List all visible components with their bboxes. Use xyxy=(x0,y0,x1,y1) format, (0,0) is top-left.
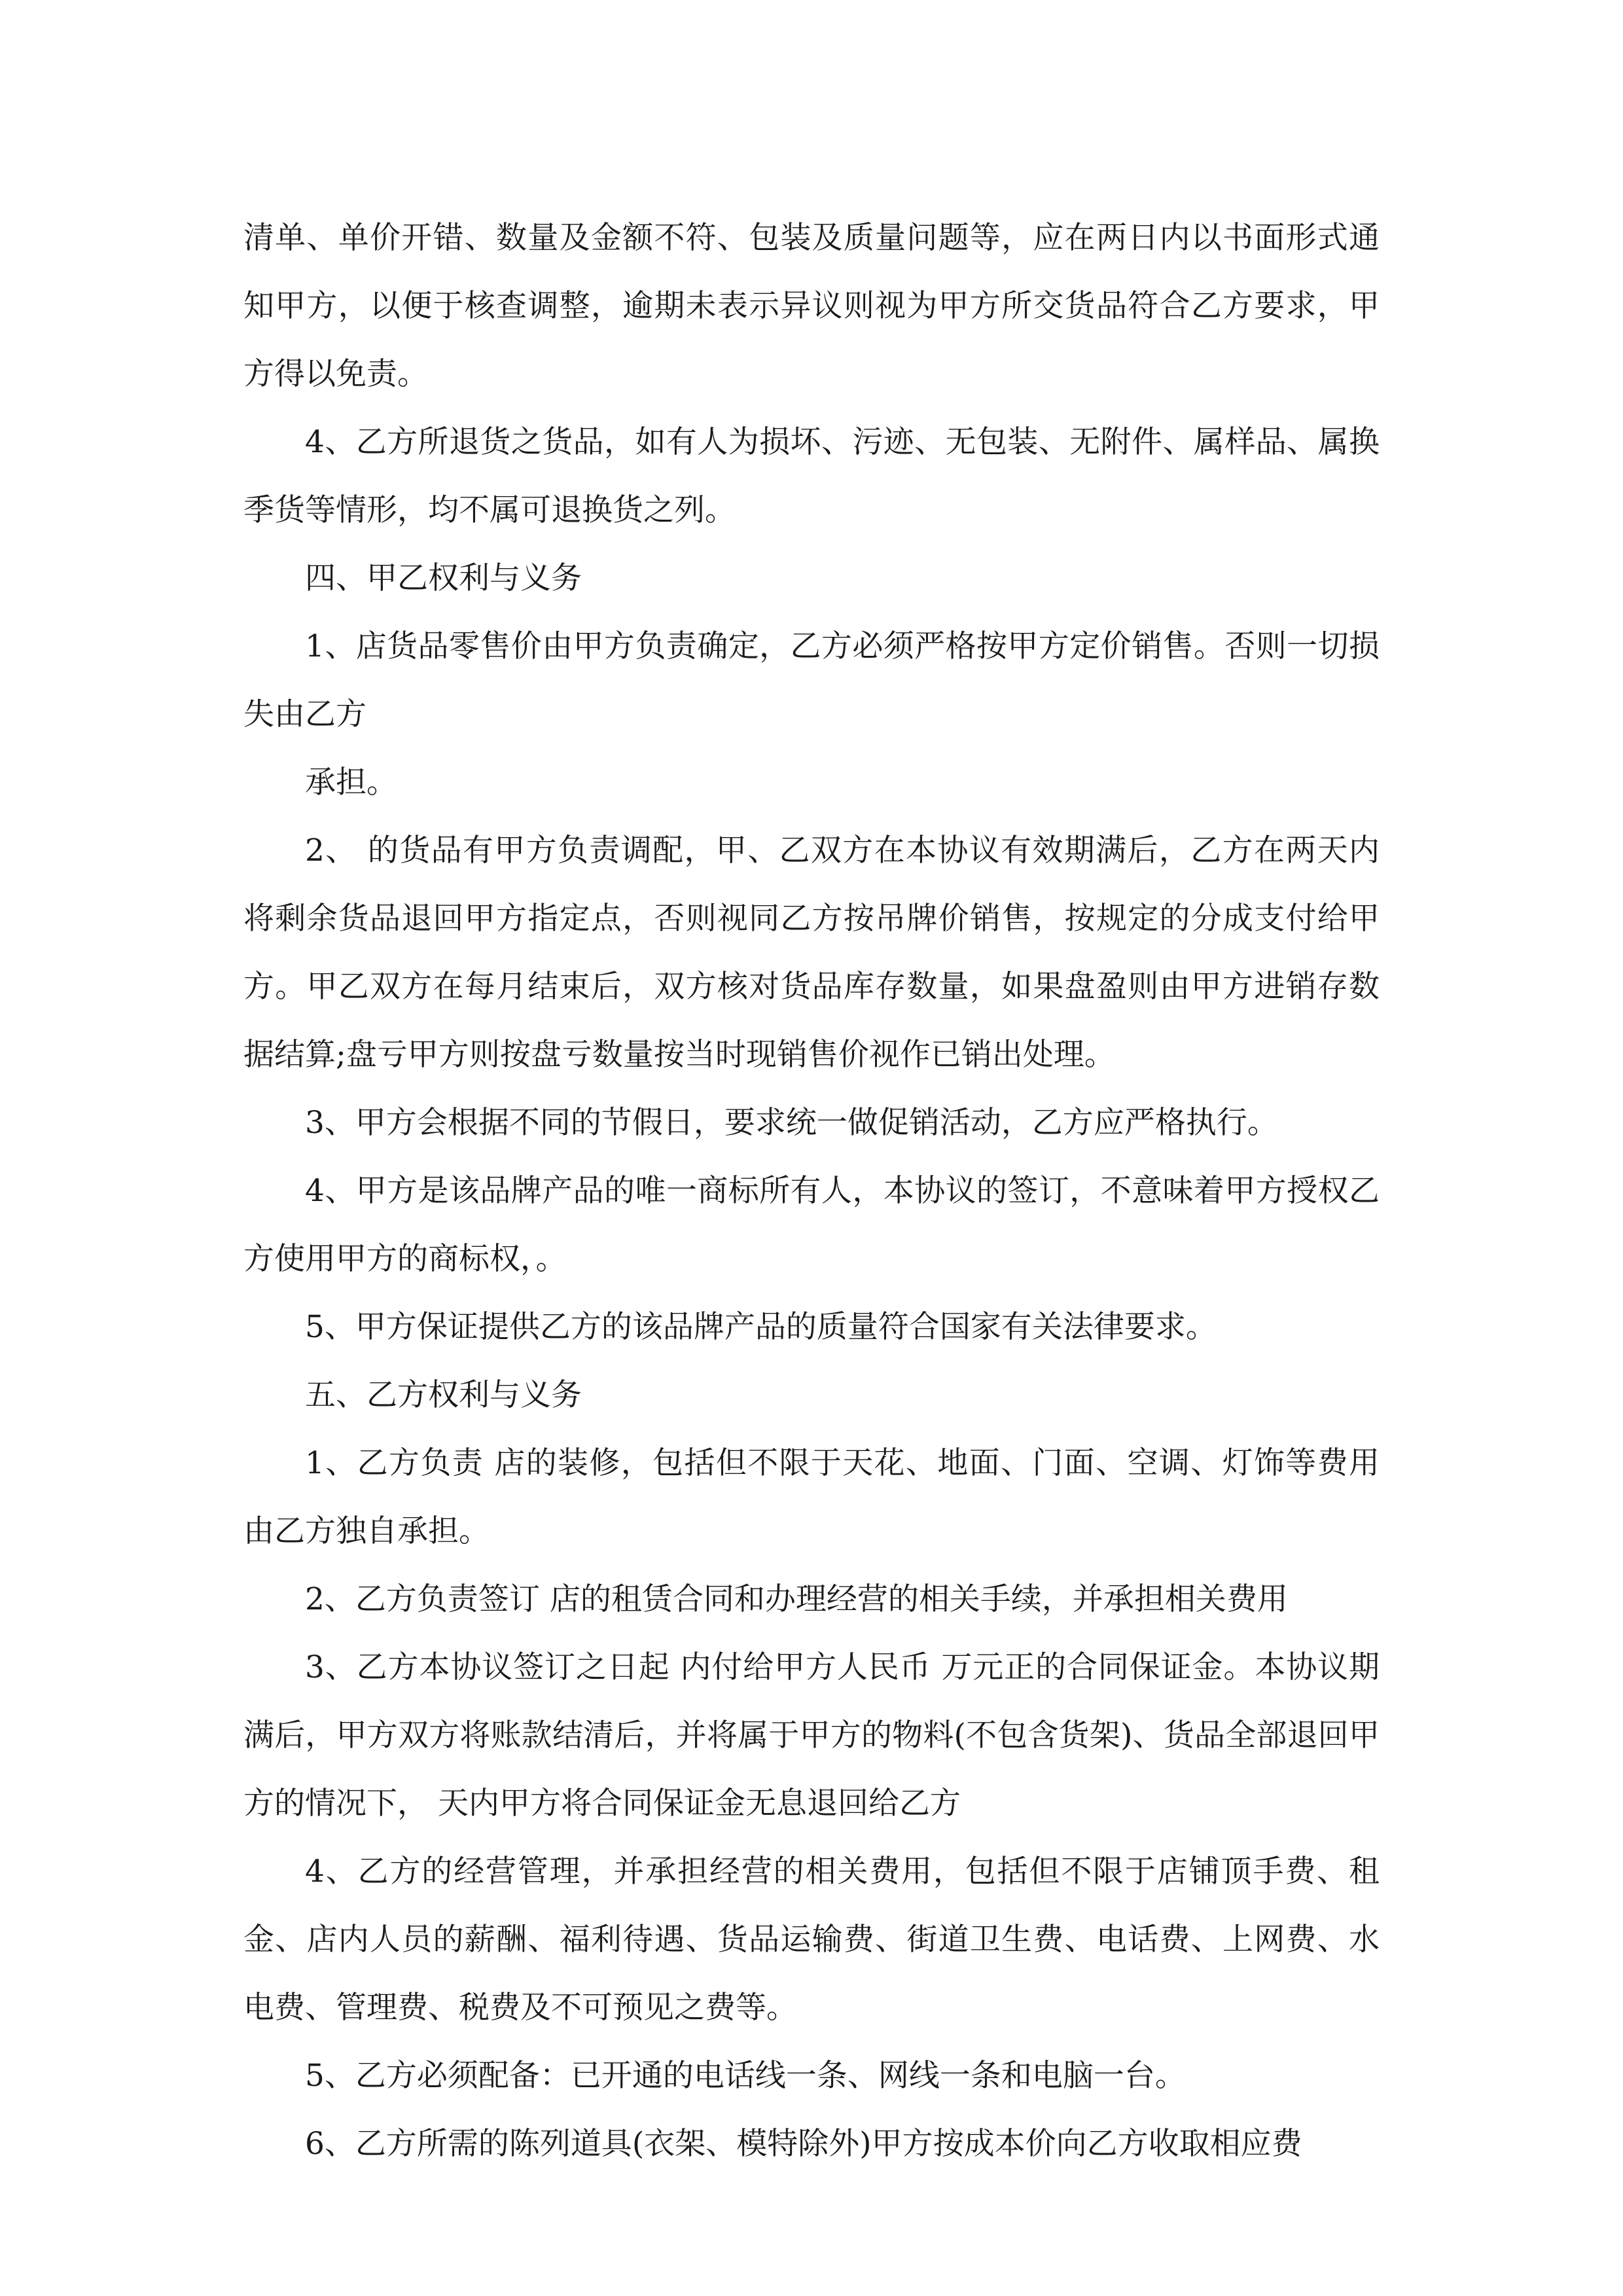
section-heading-5: 五、乙方权利与义务 xyxy=(305,1377,582,1413)
paragraph-item-4-returns: 4、乙方所退货之货品，如有人为损坏、污迹、无包装、无附件、属样品、属换季货等情形，均不属可退换货之列。 xyxy=(243,424,1380,528)
paragraph-item-4-operations: 4、乙方的经营管理，并承担经营的相关费用，包括但不限于店铺顶手费、租金、店内人员的薪酬、福利待遇、货品运输费、街道卫生费、电话费、上网费、水电费、管理费、税费及不可预见之费等。 xyxy=(243,1854,1380,2026)
paragraph-item-3-deposit: 3、乙方本协议签订之日起 内付给甲方人民币 万元正的合同保证金。本协议期满后，甲方双方将账款结清后，并将属于甲方的物料(不包含货架)、货品全部退回甲方的情况下， 天内甲方将合同保证金无息退回给乙方 xyxy=(243,1649,1380,1821)
paragraph-item-5-equipment: 5、乙方必须配备：已开通的电话线一条、网线一条和电脑一台。 xyxy=(305,2058,1186,2094)
paragraph-item-3-promotions: 3、甲方会根据不同的节假日，要求统一做促销活动，乙方应严格执行。 xyxy=(305,1105,1278,1141)
paragraph-item-2-lease: 2、乙方负责签订 店的租赁合同和办理经营的相关手续，并承担相关费用 xyxy=(305,1581,1288,1617)
paragraph-item-5-quality: 5、甲方保证提供乙方的该品牌产品的质量符合国家有关法律要求。 xyxy=(305,1309,1217,1345)
paragraph-item-2-allocation: 2、 的货品有甲方负责调配，甲、乙双方在本协议有效期满后，乙方在两天内将剩余货品退回甲方指定点，否则视同乙方按吊牌价销售，按规定的分成支付给甲方。甲乙双方在每月结束后，双方核对货品库存数量，如果盘盈则由甲方进销存数据结算;盘亏甲方则按盘亏数量按当时现销售价视作已销出处理。 xyxy=(243,833,1380,1073)
paragraph-item-4-trademark: 4、甲方是该品牌产品的唯一商标所有人，本协议的签订，不意味着甲方授权乙方使用甲方的商标权，。 xyxy=(243,1173,1380,1277)
paragraph-continuation: 清单、单价开错、数量及金额不符、包装及质量问题等，应在两日内以书面形式通知甲方，以便于核查调整，逾期未表示异议则视为甲方所交货品符合乙方要求，甲方得以免责。 xyxy=(243,220,1380,392)
paragraph-item-6-display-props: 6、乙方所需的陈列道具(衣架、模特除外)甲方按成本价向乙方收取相应费 xyxy=(305,2126,1302,2162)
paragraph-item-1-pricing: 1、店货品零售价由甲方负责确定，乙方必须严格按甲方定价销售。否则一切损失由乙方 xyxy=(243,628,1380,732)
paragraph-item-1-continuation: 承担。 xyxy=(305,764,397,800)
paragraph-item-1-renovation: 1、乙方负责 店的装修，包括但不限于天花、地面、门面、空调、灯饰等费用由乙方独自承担。 xyxy=(243,1445,1380,1549)
section-heading-4: 四、甲乙权利与义务 xyxy=(305,560,582,596)
